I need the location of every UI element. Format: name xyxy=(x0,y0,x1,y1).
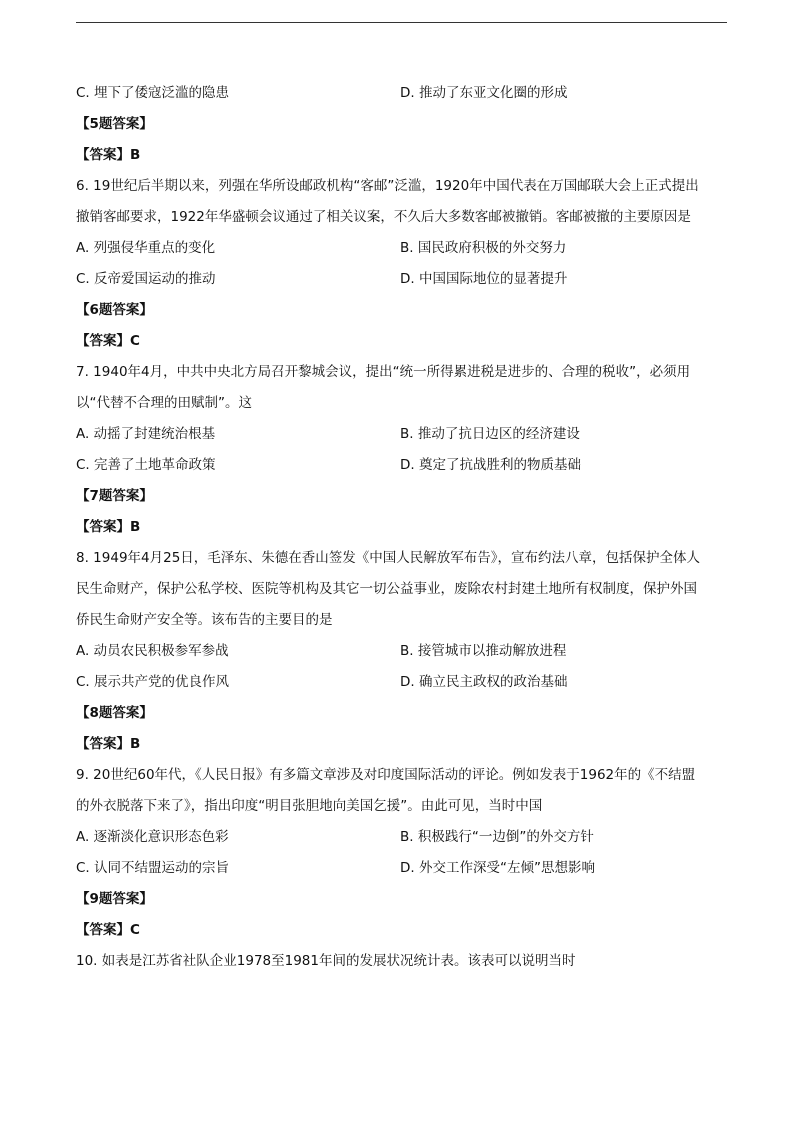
answer-section-heading: 【7题答案】 xyxy=(76,488,153,504)
answer-section-heading: 【6题答案】 xyxy=(76,302,153,318)
option-right: B. 积极践行“一边倒”的外交方针 xyxy=(400,829,594,845)
option-row xyxy=(76,667,727,698)
option-left: C. 埋下了倭寇泛滥的隐患 xyxy=(76,85,230,101)
option-left: C. 认同不结盟运动的宗旨 xyxy=(76,860,230,876)
option-right: B. 推动了抗日边区的经济建设 xyxy=(400,426,580,442)
answer-line: 【答案】C xyxy=(76,922,140,938)
question-text-line: 侨民生命财产安全等。该布告的主要目的是 xyxy=(76,612,333,628)
question-text-line: 撤销客邮要求，1922年华盛顿会议通过了相关议案，不久后大多数客邮被撤销。客邮被撤的主要原因是 xyxy=(76,209,691,225)
question-text-line: 6. 19世纪后半期以来，列强在华所设邮政机构“客邮”泛滥，1920年中国代表在万国邮联大会上正式提出 xyxy=(76,178,699,194)
document-body xyxy=(76,78,727,977)
option-row xyxy=(76,233,727,264)
option-left: A. 动员农民积极参军参战 xyxy=(76,643,229,659)
answer-line: 【答案】B xyxy=(76,519,141,535)
option-right: B. 接管城市以推动解放进程 xyxy=(400,643,567,659)
question-text-line: 的外衣脱落下来了》，指出印度“明目张胆地向美国乞援”。由此可见，当时中国 xyxy=(76,798,543,814)
answer-section-heading: 【9题答案】 xyxy=(76,891,153,907)
option-right: D. 中国国际地位的显著提升 xyxy=(400,271,568,287)
header-rule xyxy=(76,22,727,23)
question-text-line: 9. 20世纪60年代，《人民日报》有多篇文章涉及对印度国际活动的评论。例如发表于1962年的《不结盟 xyxy=(76,767,696,783)
option-row xyxy=(76,636,727,667)
option-row xyxy=(76,822,727,853)
option-right: D. 外交工作深受“左倾”思想影响 xyxy=(400,860,595,876)
option-right: D. 奠定了抗战胜利的物质基础 xyxy=(400,457,581,473)
option-left: C. 完善了土地革命政策 xyxy=(76,457,216,473)
answer-section-heading: 【8题答案】 xyxy=(76,705,153,721)
option-right: D. 确立民主政权的政治基础 xyxy=(400,674,568,690)
answer-section-heading: 【5题答案】 xyxy=(76,116,153,132)
question-text-line: 7. 1940年4月，中共中央北方局召开黎城会议，提出“统一所得累进税是进步的、合理的税收”，必须用 xyxy=(76,364,691,380)
option-row xyxy=(76,419,727,450)
option-row xyxy=(76,450,727,481)
answer-line: 【答案】B xyxy=(76,736,141,752)
question-text-line: 10. 如表是江苏省社队企业1978至1981年间的发展状况统计表。该表可以说明当时 xyxy=(76,953,576,969)
option-row xyxy=(76,78,727,109)
answer-line: 【答案】C xyxy=(76,333,140,349)
question-text-line: 8. 1949年4月25日，毛泽东、朱德在香山签发《中国人民解放军布告》，宣布约法八章，包括保护全体人 xyxy=(76,550,701,566)
option-left: A. 动摇了封建统治根基 xyxy=(76,426,216,442)
option-right: B. 国民政府积极的外交努力 xyxy=(400,240,567,256)
option-row xyxy=(76,264,727,295)
option-left: C. 展示共产党的优良作风 xyxy=(76,674,230,690)
option-right: D. 推动了东亚文化圈的形成 xyxy=(400,85,568,101)
question-text-line: 以“代替不合理的田赋制”。这 xyxy=(76,395,252,411)
option-row xyxy=(76,853,727,884)
answer-line: 【答案】B xyxy=(76,147,141,163)
question-text-line: 民生命财产，保护公私学校、医院等机构及其它一切公益事业，废除农村封建土地所有权制度，保护外国 xyxy=(76,581,697,597)
option-left: A. 逐渐淡化意识形态色彩 xyxy=(76,829,229,845)
option-left: C. 反帝爱国运动的推动 xyxy=(76,271,216,287)
option-left: A. 列强侵华重点的变化 xyxy=(76,240,216,256)
